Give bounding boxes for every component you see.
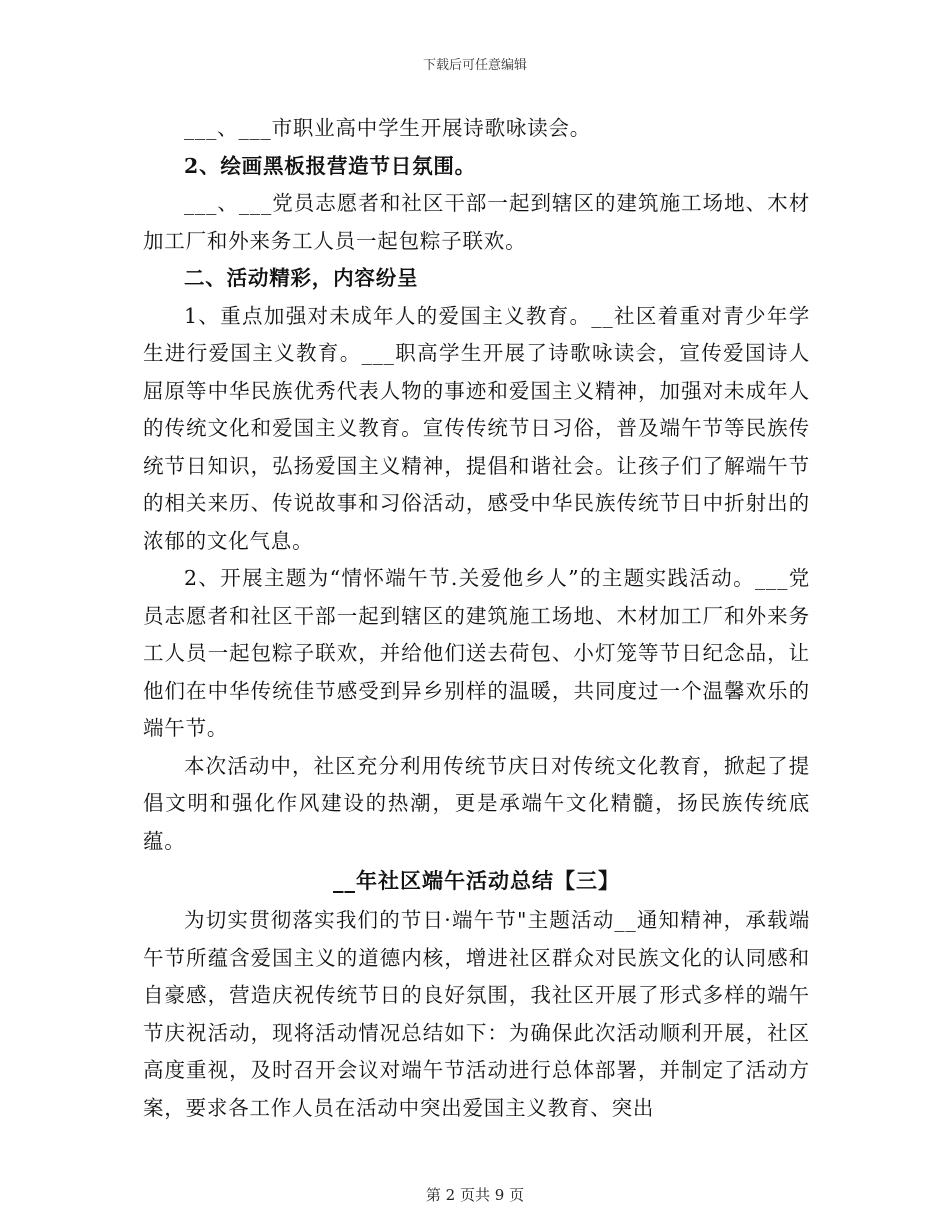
section-title: __年社区端午活动总结【三】	[333, 868, 620, 893]
heading-activities: 二、活动精彩，内容纷呈	[184, 266, 419, 290]
heading-blackboard: 2、绘画黑板报营造节日氛围。	[184, 153, 476, 178]
paragraph-summary: 本次活动中，社区充分利用传统节庆日对传统文化教育，掀起了提倡文明和强化作风建设的热潮，更是承端午文化精髓，扬民族传统底蕴。	[143, 753, 810, 853]
paragraph-section-intro: 为切实贯彻落实我们的节日·端午节"主题活动__通知精神，承载端午节所蕴含爱国主义的道德内核，增进社区群众对民族文化的认同感和自豪感，营造庆祝传统节日的良好氛围，我社区开展了形式多样的端午节庆祝活动，现将活动情况总结如下：为确保此次活动顺利开展，社区高度重视，及时召开会议对端午节活动进行总体部署，并制定了活动方案，要求各工作人员在活动中突出爱国主义教育、突出	[143, 908, 810, 1120]
page-footer: 第 2 页共 9 页	[425, 1186, 525, 1204]
paragraph-volunteers: ___、___党员志愿者和社区干部一起到辖区的建筑施工场地、木材加工厂和外来务工人员一起包粽子联欢。	[143, 191, 810, 253]
paragraph-recitation: ___、___市职业高中学生开展诗歌咏读会。	[184, 116, 592, 140]
paragraph-patriotic-education: 1、重点加强对未成年人的爱国主义教育。__社区着重对青少年学生进行爱国主义教育。___职高学生开展了诗歌咏读会，宣传爱国诗人屈原等中华民族优秀代表人物的事迹和爱国主义精神，加强对未成年人的传统文化和爱国主义教育。宣传传统节日习俗，普及端午节等民族传统节日知识，弘扬爱国主义精神，提倡和谐社会。让孩子们了解端午节的相关来历、传说故事和习俗活动，感受中华民族传统节日中折射出的浓郁的文化气息。	[143, 303, 810, 553]
paragraph-theme-practice: 2、开展主题为“情怀端午节.关爱他乡人”的主题实践活动。___党员志愿者和社区干部一起到辖区的建筑施工场地、木材加工厂和外来务工人员一起包粽子联欢，并给他们送去荷包、小灯笼等节日纪念品，让他们在中华传统佳节感受到异乡别样的温暖，共同度过一个温馨欢乐的端午节。	[143, 566, 810, 740]
document-body	[143, 110, 810, 1127]
page-header: 下载后可任意编辑	[422, 58, 527, 73]
